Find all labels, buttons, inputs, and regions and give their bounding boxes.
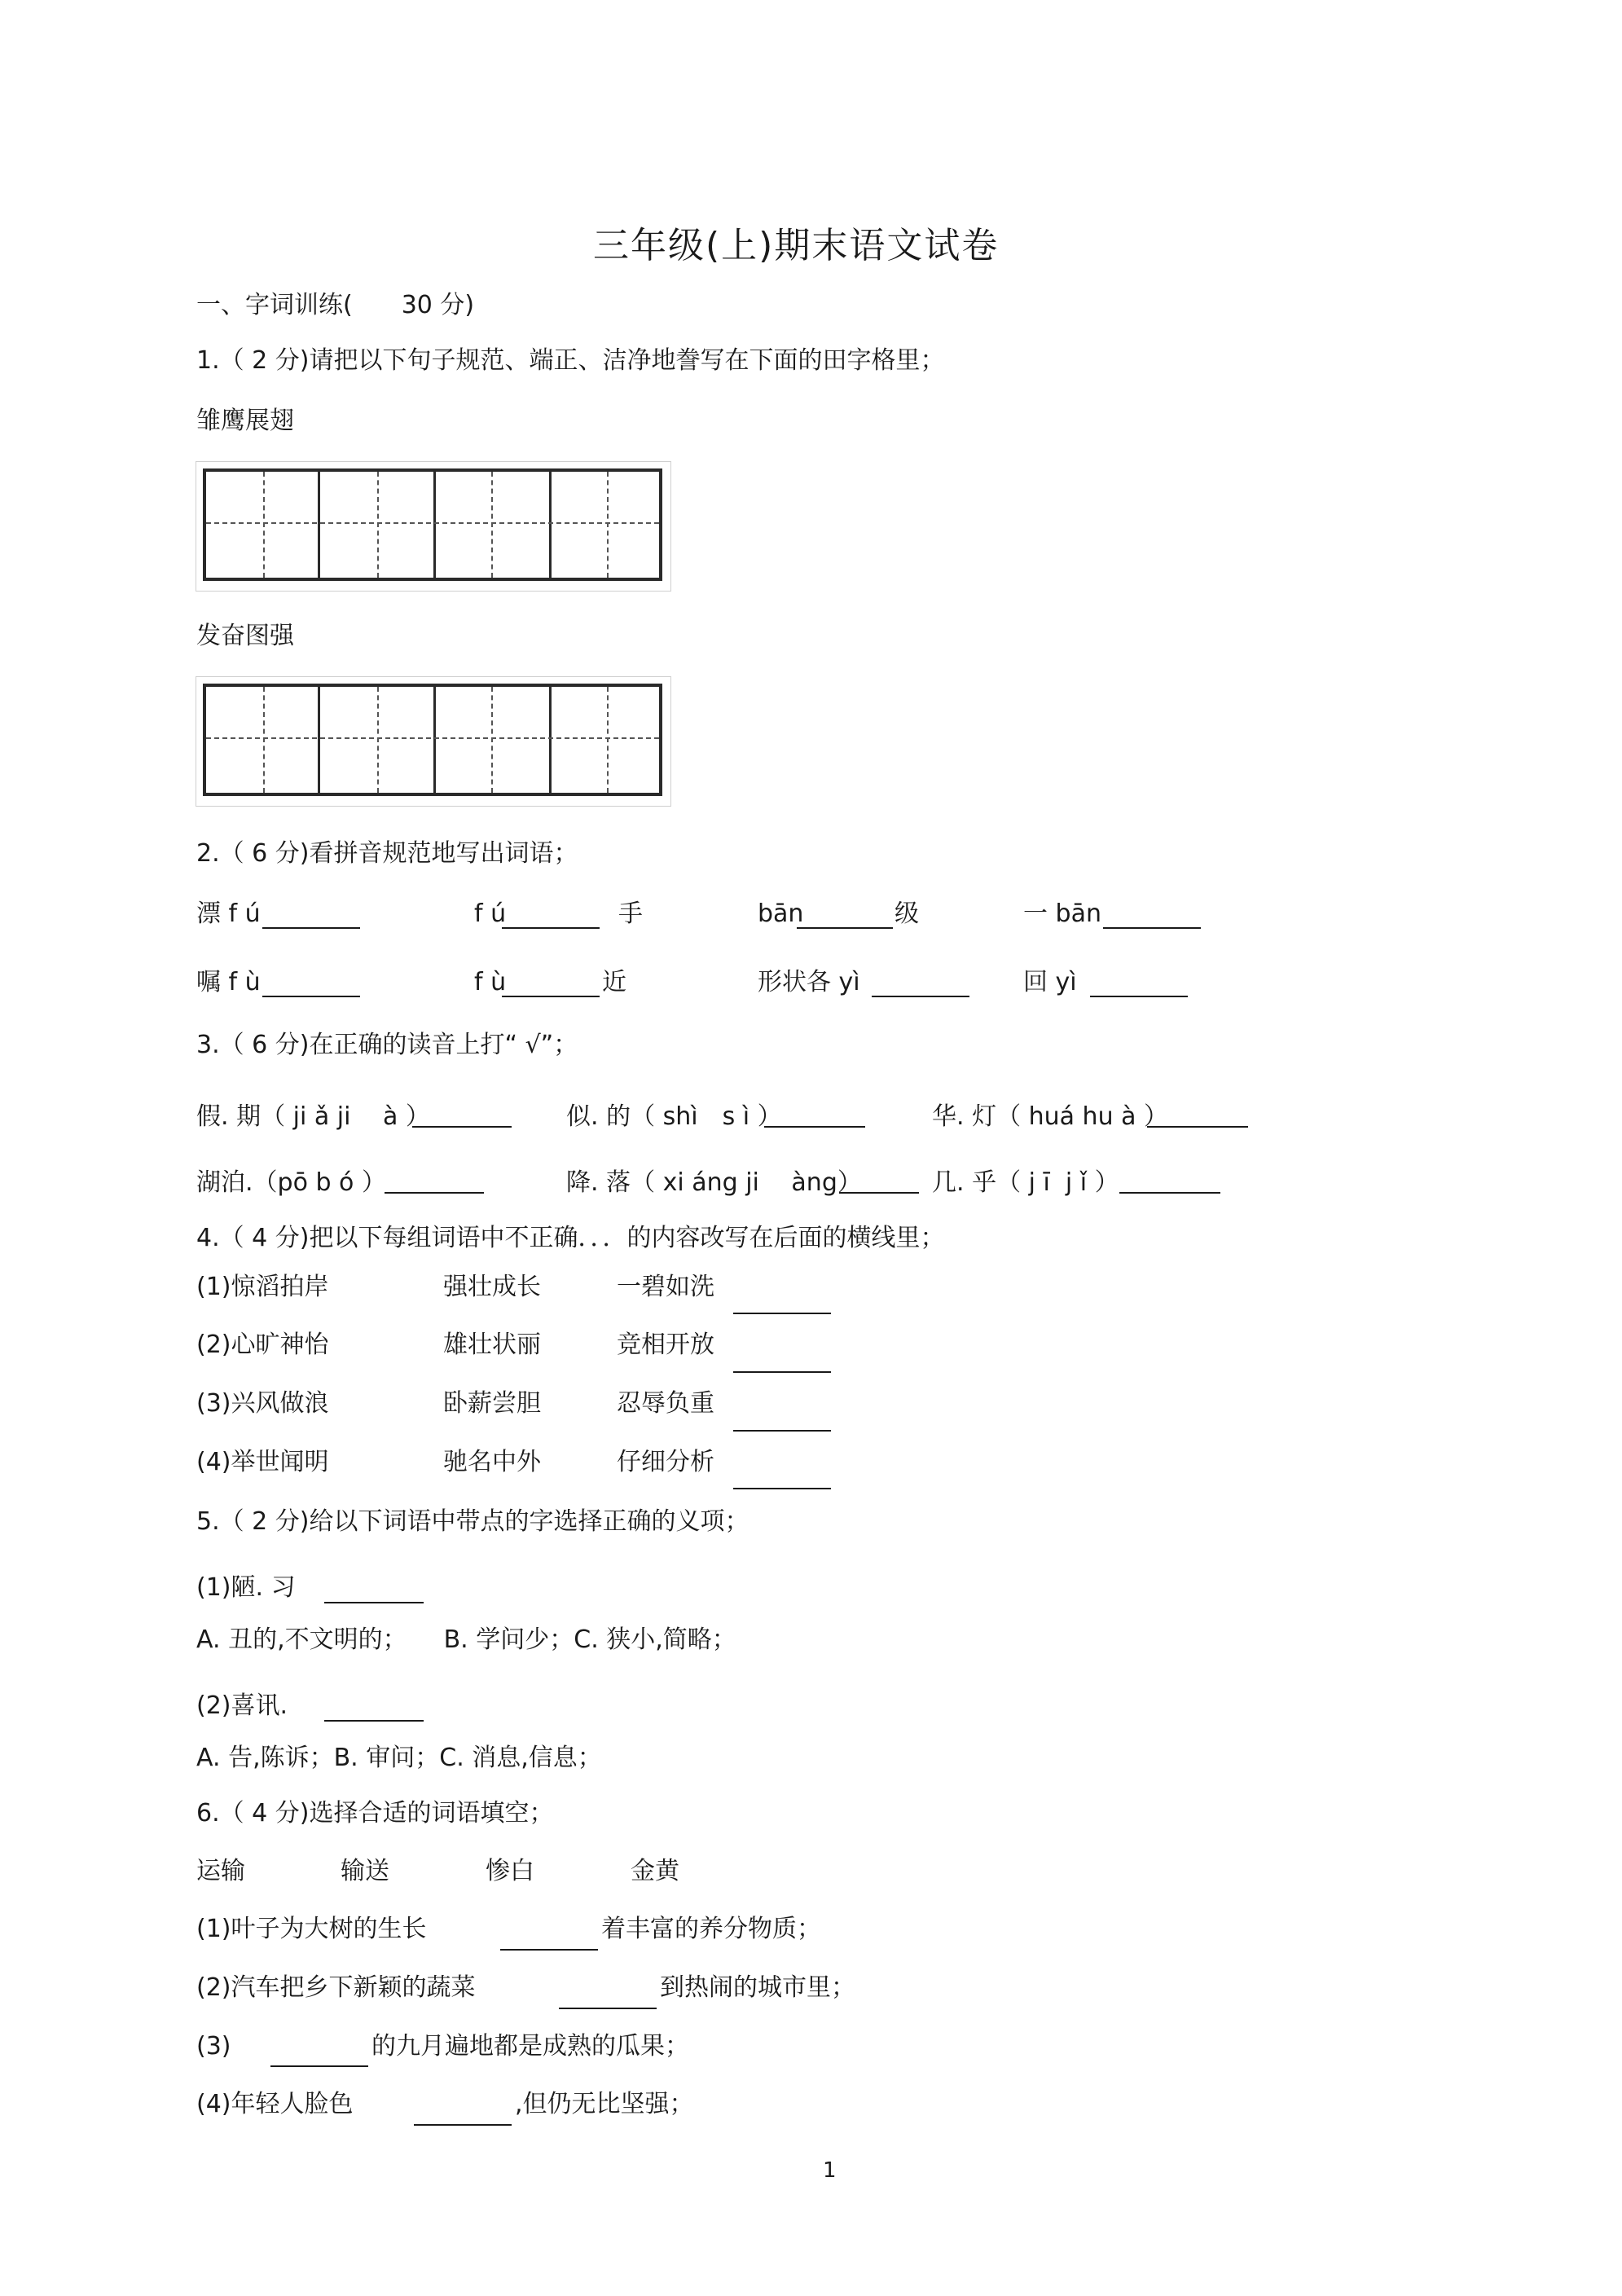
answer-blank[interactable] [839, 1192, 919, 1194]
q4-r3-word-3: 忍辱负重 [617, 1389, 714, 1418]
answer-blank[interactable] [1090, 996, 1188, 997]
q5-prompt: 5.（ 2 分)给以下词语中带点的字选择正确的义项； [196, 1507, 749, 1536]
q2-prompt: 2.（ 6 分)看拼音规范地写出词语； [196, 839, 578, 868]
q2-r1-item-2: f ú [474, 899, 507, 928]
q4-r1-word-3: 一碧如洗 [617, 1273, 714, 1301]
q5-item-2: (2)喜讯. [196, 1691, 288, 1720]
answer-blank[interactable] [733, 1430, 831, 1432]
answer-blank[interactable] [324, 1720, 424, 1722]
q4-r1-word-1: (1)惊滔拍岸 [196, 1273, 329, 1301]
q6-sentence-4b: ,但仍无比坚强； [515, 2090, 694, 2118]
q2-r1-item-1: 漂 f ú [196, 899, 261, 928]
q5-item-1: (1)陋. 习 [196, 1573, 296, 1602]
q6-word-option: 惨白 [486, 1857, 534, 1885]
q2-r1-item-3: 手 [618, 899, 643, 928]
q4-r3-word-1: (3)兴风做浪 [196, 1389, 329, 1418]
answer-blank[interactable] [412, 1126, 512, 1128]
q3-r1-item-1: 假. 期（ ji ǎ ji à ） [196, 1102, 430, 1131]
q4-r4-word-1: (4)举世闻明 [196, 1448, 329, 1476]
q4-r4-word-3: 仔细分析 [617, 1448, 714, 1476]
q6-sentence-2b: 到热闹的城市里； [660, 1973, 855, 2002]
q4-r1-word-2: 强壮成长 [443, 1273, 541, 1301]
q4-r2-word-2: 雄壮状丽 [443, 1331, 541, 1359]
q2-r1-item-5: 级 [895, 899, 919, 928]
answer-blank[interactable] [733, 1313, 831, 1314]
q4-r3-word-2: 卧薪尝胆 [443, 1389, 541, 1418]
q4-prompt: 4.（ 4 分)把以下每组词语中不正确．．．的内容改写在后面的横线里； [196, 1224, 945, 1252]
q3-prompt: 3.（ 6 分)在正确的读音上打“ √”； [196, 1031, 578, 1059]
answer-blank[interactable] [733, 1488, 831, 1489]
q2-r1-item-6: 一 bān [1023, 899, 1101, 928]
q3-r1-item-3: 华. 灯（ huá hu à ） [932, 1102, 1169, 1131]
q6-word-option: 运输 [196, 1857, 245, 1885]
answer-blank[interactable] [385, 1192, 484, 1194]
answer-blank[interactable] [559, 2008, 657, 2009]
q1-prompt: 1.（ 2 分)请把以下句子规范、端正、洁净地誊写在下面的田字格里； [196, 346, 945, 375]
q3-r1-item-2: 似. 的（ shì s ì ） [566, 1102, 782, 1131]
answer-blank[interactable] [414, 2124, 512, 2126]
q2-r2-item-4: 形状各 yì [758, 968, 860, 996]
q6-sentence-3b: 的九月遍地都是成熟的瓜果； [371, 2032, 689, 2061]
answer-blank[interactable] [270, 2065, 368, 2067]
answer-blank[interactable] [502, 996, 600, 997]
q6-sentence-4a: (4)年轻人脸色 [196, 2090, 354, 2118]
answer-blank[interactable] [733, 1371, 831, 1373]
q4-r2-word-1: (2)心旷神怡 [196, 1331, 329, 1359]
answer-blank[interactable] [324, 1602, 424, 1603]
q6-word-option: 输送 [341, 1857, 389, 1885]
q2-r2-item-2: f ù [474, 968, 507, 996]
q5-options-2: A. 告,陈诉；B. 审问；C. 消息,信息； [196, 1744, 602, 1772]
q1-word-2: 发奋图强 [196, 622, 294, 650]
q6-word-option: 金黄 [631, 1857, 679, 1885]
answer-blank[interactable] [262, 996, 360, 997]
q2-r2-item-3: 近 [602, 968, 626, 996]
exam-title: 三年级(上)期末语文试卷 [593, 225, 1000, 266]
tianzige-grid-2[interactable] [196, 676, 671, 807]
answer-blank[interactable] [1147, 1126, 1248, 1128]
q6-sentence-3a: (3) [196, 2032, 231, 2061]
answer-blank[interactable] [262, 927, 360, 929]
q5-options-1: A. 丑的,不文明的； B. 学问少；C. 狭小,简略； [196, 1625, 736, 1654]
q2-r2-item-1: 嘱 f ù [196, 968, 261, 996]
q6-sentence-1b: 着丰富的养分物质； [601, 1915, 821, 1943]
q1-word-1: 雏鹰展翅 [196, 407, 294, 435]
q2-r2-item-5: 回 yì [1023, 968, 1077, 996]
q4-r2-word-3: 竞相开放 [617, 1331, 714, 1359]
q6-prompt: 6.（ 4 分)选择合适的词语填空； [196, 1799, 554, 1828]
q6-sentence-2a: (2)汽车把乡下新颖的蔬菜 [196, 1973, 476, 2002]
tianzige-grid-1[interactable] [196, 461, 671, 592]
q3-r2-item-1: 湖泊.（pō b ó ） [196, 1168, 386, 1197]
answer-blank[interactable] [764, 1126, 865, 1128]
answer-blank[interactable] [797, 927, 893, 929]
answer-blank[interactable] [1119, 1192, 1220, 1194]
section-heading: 一、字词训练( 30 分) [196, 291, 475, 319]
q3-r2-item-3: 几. 乎（ j ī j ǐ ） [932, 1168, 1119, 1197]
q3-r2-item-2: 降. 落（ xi áng ji àng） [566, 1168, 862, 1197]
answer-blank[interactable] [502, 927, 600, 929]
answer-blank[interactable] [872, 996, 969, 997]
page-number: 1 [823, 2158, 837, 2183]
q2-r1-item-4: bān [758, 899, 804, 928]
answer-blank[interactable] [1103, 927, 1201, 929]
q6-sentence-1a: (1)叶子为大树的生长 [196, 1915, 427, 1943]
answer-blank[interactable] [500, 1949, 598, 1951]
q4-r4-word-2: 驰名中外 [443, 1448, 541, 1476]
